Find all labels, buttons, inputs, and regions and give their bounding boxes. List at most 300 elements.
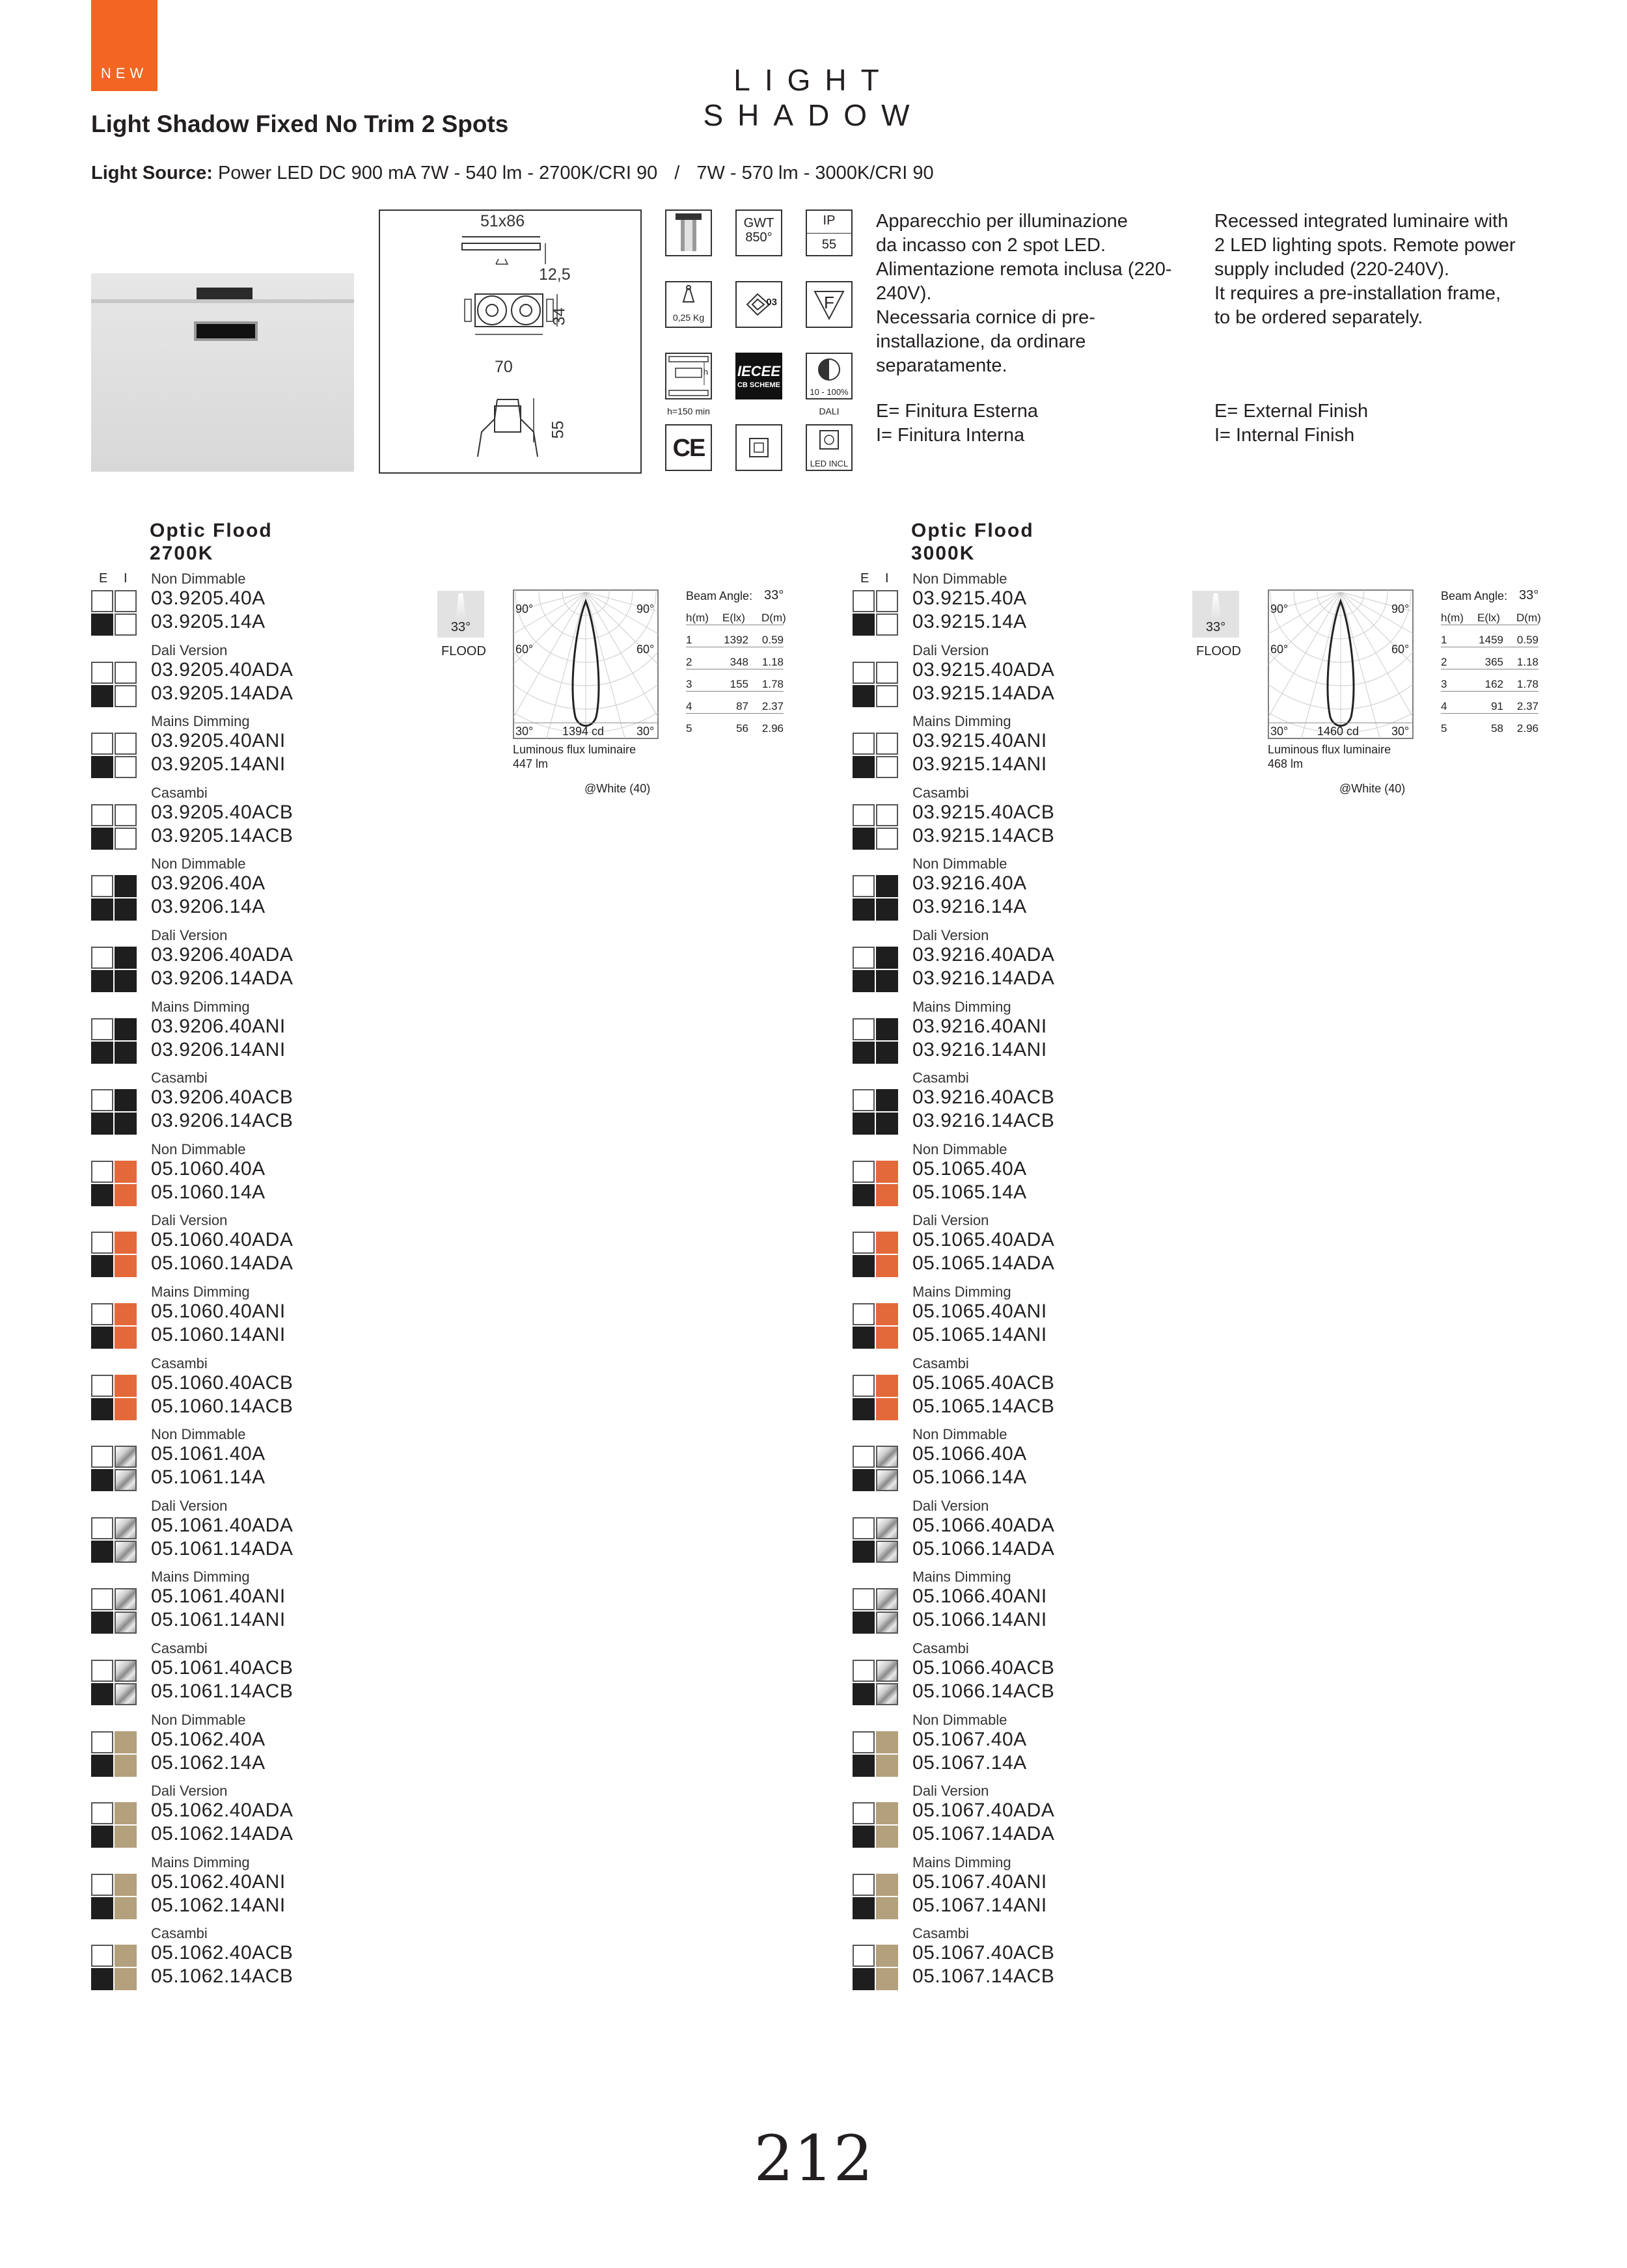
flood-angle: 33° <box>1205 620 1226 634</box>
desc-it-line: separatamente. <box>876 355 1007 376</box>
drawing-svg <box>380 211 640 472</box>
led-included-icon <box>806 424 853 471</box>
internal-finish-swatch <box>115 1327 137 1349</box>
flood-beam-icon <box>437 591 484 638</box>
external-finish-swatch <box>91 1232 113 1254</box>
order-code: 03.9205.40ACB <box>151 801 294 823</box>
order-code: 05.1061.40A <box>151 1443 266 1465</box>
ip-value: 55 <box>807 233 851 252</box>
external-finish-swatch <box>91 1042 113 1064</box>
description-english <box>1214 209 1553 330</box>
order-code: 05.1067.14ADA <box>912 1823 1055 1845</box>
internal-finish-swatch <box>115 1042 137 1064</box>
internal-finish-swatch <box>115 1018 137 1040</box>
internal-finish-swatch <box>876 1660 898 1682</box>
internal-finish-swatch <box>115 1184 137 1206</box>
version-label: Casambi <box>151 784 208 801</box>
version-label: Dali Version <box>912 1212 989 1229</box>
external-finish-label: E <box>99 571 109 586</box>
external-finish-swatch <box>91 1755 113 1777</box>
version-label: Mains Dimming <box>151 1569 250 1586</box>
internal-finish-swatch <box>115 1731 137 1753</box>
flood-label: FLOOD <box>441 644 486 658</box>
desc-it-line: Necessaria cornice di pre- <box>876 307 1095 328</box>
version-label: Casambi <box>151 1925 208 1942</box>
external-finish-swatch <box>91 662 113 684</box>
external-finish-swatch <box>91 970 113 992</box>
internal-finish-swatch <box>115 1945 137 1967</box>
beam-h: 3 <box>686 678 692 690</box>
order-code: 03.9205.14ADA <box>151 682 294 704</box>
order-code: 03.9206.40ACB <box>151 1087 294 1109</box>
order-code: 05.1060.40A <box>151 1157 266 1180</box>
beam-h: 2 <box>1441 656 1447 668</box>
internal-finish-swatch <box>115 1897 137 1919</box>
desc-it-line: installazione, da ordinare <box>876 331 1086 352</box>
internal-finish-swatch <box>876 1184 898 1206</box>
beam-d: 2.96 <box>761 722 784 735</box>
external-finish-swatch <box>853 1089 875 1111</box>
order-code: 05.1061.14ACB <box>151 1681 294 1702</box>
polar-label-60-left: 60° <box>515 643 534 656</box>
beam-d: 2.37 <box>1516 700 1538 712</box>
external-finish-swatch <box>91 1874 113 1896</box>
internal-finish-swatch <box>115 1755 137 1777</box>
internal-finish-swatch <box>115 970 137 992</box>
order-code: 05.1066.40ACB <box>912 1657 1055 1679</box>
version-label: Non Dimmable <box>151 1711 246 1728</box>
external-finish-swatch <box>853 1731 875 1753</box>
external-finish-swatch <box>853 1303 875 1325</box>
order-code: 03.9206.14ADA <box>151 967 294 989</box>
order-code: 03.9215.40ACB <box>912 801 1055 823</box>
white-note: @White (40) <box>1339 782 1406 795</box>
external-finish-swatch <box>853 756 875 778</box>
order-code: 03.9216.14ADA <box>912 967 1055 989</box>
optic-name: Optic Flood <box>911 520 1034 541</box>
light-source <box>91 163 934 184</box>
finish-en-e: E= External Finish <box>1214 401 1369 422</box>
external-finish-swatch <box>853 733 875 755</box>
order-code: 05.1065.40ADA <box>912 1229 1055 1251</box>
external-finish-swatch <box>91 828 113 850</box>
beam-e: 365 <box>1484 656 1503 668</box>
beam-e: 87 <box>736 700 748 712</box>
internal-finish-swatch <box>876 1968 898 1990</box>
external-finish-swatch <box>91 1184 113 1206</box>
col-d: D(m) <box>1516 612 1541 624</box>
desc-it-line: da incasso con 2 spot LED. <box>876 235 1106 256</box>
version-label: Non Dimmable <box>912 1711 1007 1728</box>
peak-intensity: 1460 cd <box>1317 725 1360 738</box>
external-finish-swatch <box>91 1660 113 1682</box>
order-code: 05.1061.40ADA <box>151 1514 294 1536</box>
internal-finish-swatch <box>876 733 898 755</box>
version-label: Mains Dimming <box>912 998 1011 1015</box>
internal-finish-swatch <box>876 1612 898 1634</box>
beam-e: 91 <box>1491 700 1503 712</box>
order-code: 05.1061.40ANI <box>151 1586 286 1608</box>
version-label: Non Dimmable <box>912 571 1007 587</box>
internal-finish-swatch <box>115 756 137 778</box>
order-code: 05.1061.14ANI <box>151 1609 286 1631</box>
order-code: 03.9215.40A <box>912 587 1027 609</box>
external-finish-swatch <box>853 1802 875 1824</box>
polar-label-90-right: 90° <box>1391 602 1410 615</box>
order-code: 05.1061.14ADA <box>151 1537 294 1559</box>
beam-d: 1.78 <box>761 678 784 690</box>
version-label: Casambi <box>151 1070 208 1087</box>
external-finish-swatch <box>853 1375 875 1397</box>
beam-h: 1 <box>1441 634 1447 646</box>
order-code: 05.1066.14ACB <box>912 1681 1055 1702</box>
internal-finish-swatch <box>115 662 137 684</box>
polar-label-30-left: 30° <box>515 725 534 738</box>
square-frame-icon <box>735 424 782 471</box>
beam-table-row <box>1441 700 1538 714</box>
light-source-label: Light Source: <box>91 163 213 183</box>
f-mark-icon <box>806 281 853 328</box>
external-finish-label: E <box>860 571 870 586</box>
order-code: 03.9215.14ADA <box>912 682 1055 704</box>
internal-finish-swatch <box>876 970 898 992</box>
external-finish-swatch <box>91 590 113 612</box>
class-label: 03 <box>766 297 777 308</box>
gwt-icon <box>735 209 782 256</box>
order-code: 03.9206.40A <box>151 872 266 895</box>
order-code: 05.1065.14ANI <box>912 1324 1047 1345</box>
order-code: 05.1065.40A <box>912 1157 1027 1180</box>
desc-en-line: Recessed integrated luminaire with <box>1214 211 1509 232</box>
external-finish-swatch <box>853 804 875 826</box>
internal-finish-swatch <box>876 1683 898 1705</box>
order-code: 03.9206.40ADA <box>151 944 294 965</box>
version-label: Casambi <box>151 1640 208 1656</box>
internal-finish-swatch <box>876 1874 898 1896</box>
order-code: 05.1066.14A <box>912 1466 1027 1489</box>
order-code: 05.1062.14ANI <box>151 1894 286 1916</box>
desc-it-line: Alimentazione remota inclusa (220- <box>876 259 1172 280</box>
order-code: 05.1061.40ACB <box>151 1657 294 1679</box>
internal-finish-swatch <box>115 685 137 707</box>
order-code: 03.9215.40ADA <box>912 658 1055 681</box>
external-finish-swatch <box>853 614 875 636</box>
internal-finish-label: I <box>885 571 890 586</box>
beam-table-row <box>686 700 784 714</box>
beam-table-row <box>1441 656 1538 669</box>
external-finish-swatch <box>91 756 113 778</box>
order-code: 05.1062.40ACB <box>151 1942 294 1964</box>
dimming-range-icon <box>806 353 853 399</box>
dim-width: 51x86 <box>480 212 525 230</box>
external-finish-swatch <box>91 875 113 897</box>
internal-finish-swatch <box>876 1945 898 1967</box>
order-code: 05.1067.40ACB <box>912 1942 1055 1964</box>
external-finish-swatch <box>853 1255 875 1277</box>
order-code: 05.1065.40ANI <box>912 1301 1047 1322</box>
version-label: Non Dimmable <box>912 856 1007 872</box>
flux-label: Luminous flux luminaire <box>513 743 636 756</box>
internal-finish-label: I <box>124 571 128 586</box>
internal-finish-swatch <box>876 1375 898 1397</box>
dim-range-label: 10 - 100% <box>810 387 849 397</box>
external-finish-swatch <box>91 1945 113 1967</box>
internal-finish-swatch <box>876 1327 898 1349</box>
internal-finish-swatch <box>115 947 137 969</box>
beam-table-row <box>686 678 784 692</box>
external-finish-swatch <box>853 1541 875 1563</box>
external-finish-swatch <box>91 1469 113 1491</box>
order-code: 03.9215.14A <box>912 611 1027 632</box>
version-label: Dali Version <box>151 1212 228 1229</box>
external-finish-swatch <box>91 685 113 707</box>
internal-finish-swatch <box>115 1375 137 1397</box>
order-code: 03.9205.40A <box>151 587 266 609</box>
new-badge-label: NEW <box>100 65 148 81</box>
col-e: E(lx) <box>722 612 745 624</box>
internal-finish-swatch <box>115 898 137 921</box>
beam-h: 5 <box>1441 722 1447 735</box>
external-finish-swatch <box>853 1018 875 1040</box>
beam-e: 162 <box>1484 678 1503 690</box>
version-label: Casambi <box>912 1925 969 1942</box>
external-finish-swatch <box>853 1161 875 1183</box>
version-label: Mains Dimming <box>151 1854 250 1870</box>
beam-table-row <box>686 656 784 669</box>
beam-d: 2.96 <box>1516 722 1538 735</box>
external-finish-swatch <box>853 1184 875 1206</box>
internal-finish-swatch <box>876 1089 898 1111</box>
external-finish-swatch <box>91 1398 113 1420</box>
flood-beam-icon <box>1192 591 1239 638</box>
col-e: E(lx) <box>1477 612 1500 624</box>
external-finish-swatch <box>853 875 875 897</box>
internal-finish-swatch <box>876 1469 898 1491</box>
version-label: Mains Dimming <box>912 713 1011 730</box>
order-code: 05.1061.14A <box>151 1466 266 1489</box>
order-code: 03.9206.14A <box>151 896 266 918</box>
beam-table-header <box>1441 612 1541 625</box>
iecee-icon <box>735 353 782 399</box>
order-code: 05.1067.40A <box>912 1728 1027 1750</box>
version-label: Dali Version <box>912 1783 989 1800</box>
version-label: Dali Version <box>912 1497 989 1514</box>
beam-e: 348 <box>730 656 748 668</box>
order-code: 05.1067.14A <box>912 1751 1027 1774</box>
internal-finish-swatch <box>115 1802 137 1824</box>
order-code: 05.1060.14ANI <box>151 1324 286 1345</box>
finish-en-i: I= Internal Finish <box>1214 425 1355 446</box>
external-finish-swatch <box>853 1327 875 1349</box>
internal-finish-swatch <box>876 614 898 636</box>
internal-finish-swatch <box>115 875 137 897</box>
flux-value: 468 lm <box>1268 757 1304 770</box>
order-code: 05.1062.14A <box>151 1751 266 1774</box>
external-finish-swatch <box>853 970 875 992</box>
col-d: D(m) <box>761 612 786 624</box>
flux-value: 447 lm <box>513 757 549 770</box>
version-label: Dali Version <box>912 927 989 943</box>
order-code: 05.1060.40ADA <box>151 1229 294 1251</box>
beam-h: 2 <box>686 656 692 668</box>
internal-finish-swatch <box>876 662 898 684</box>
led-incl-label: LED INCL <box>810 459 849 468</box>
external-finish-swatch <box>853 1968 875 1990</box>
order-code: 03.9206.40ANI <box>151 1015 286 1037</box>
finish-legend-italian <box>876 399 1038 448</box>
order-code: 05.1066.40ADA <box>912 1514 1055 1536</box>
internal-finish-swatch <box>115 1826 137 1848</box>
internal-finish-swatch <box>876 685 898 707</box>
internal-finish-swatch <box>876 828 898 850</box>
beam-table-header <box>686 612 784 625</box>
desc-en-line: to be ordered separately. <box>1214 307 1423 328</box>
version-label: Mains Dimming <box>912 1569 1011 1586</box>
family-title: LIGHT SHADOW <box>703 63 924 132</box>
external-finish-swatch <box>91 1588 113 1610</box>
order-code: 05.1060.14ACB <box>151 1395 294 1417</box>
beam-h: 4 <box>686 700 692 712</box>
internal-finish-swatch <box>876 1446 898 1468</box>
external-finish-swatch <box>91 1375 113 1397</box>
order-code: 03.9216.40ACB <box>912 1087 1055 1109</box>
polar-label-60-right: 60° <box>1391 643 1410 656</box>
internal-finish-swatch <box>115 1968 137 1990</box>
weight-icon <box>665 281 712 328</box>
internal-finish-swatch <box>876 756 898 778</box>
internal-finish-swatch <box>876 1113 898 1135</box>
order-code: 05.1062.40ANI <box>151 1870 286 1893</box>
external-finish-swatch <box>853 1612 875 1634</box>
external-finish-swatch <box>853 1683 875 1705</box>
desc-en-line: supply included (220-240V). <box>1214 259 1450 280</box>
external-finish-swatch <box>91 1968 113 1990</box>
col-h: h(m) <box>1441 612 1464 624</box>
beam-e: 1459 <box>1479 634 1503 646</box>
weight-label: 0,25 Kg <box>672 312 705 323</box>
light-source-separator: / <box>674 163 680 183</box>
ip-label: IP <box>823 213 836 228</box>
beam-d: 0.59 <box>761 634 784 646</box>
recess-depth-icon <box>665 353 712 399</box>
external-finish-swatch <box>853 1113 875 1135</box>
beam-d: 1.18 <box>1516 656 1538 668</box>
external-finish-swatch <box>91 1683 113 1705</box>
external-finish-swatch <box>91 1089 113 1111</box>
beam-e: 58 <box>1491 722 1503 735</box>
order-code: 03.9206.14ANI <box>151 1038 286 1060</box>
external-finish-swatch <box>853 685 875 707</box>
beam-angle-value: 33° <box>764 588 784 602</box>
internal-finish-swatch <box>876 590 898 612</box>
new-badge <box>91 0 157 91</box>
version-label: Non Dimmable <box>151 1426 246 1443</box>
ce-icon <box>665 424 712 471</box>
gwt-label: GWT 850° <box>743 216 774 245</box>
order-code: 03.9205.14ACB <box>151 824 294 846</box>
external-finish-swatch <box>853 1945 875 1967</box>
ip-rating-icon <box>806 209 853 256</box>
desc-en-line: It requires a pre-installation frame, <box>1214 283 1501 304</box>
order-code: 03.9215.14ANI <box>912 753 1047 776</box>
order-code: 05.1067.14ACB <box>912 1965 1055 1988</box>
technical-drawing <box>379 209 642 474</box>
internal-finish-swatch <box>115 1446 137 1468</box>
internal-finish-swatch <box>876 1802 898 1824</box>
internal-finish-swatch <box>876 1303 898 1325</box>
iecee-sub: CB SCHEME <box>737 381 780 389</box>
internal-finish-swatch <box>115 1588 137 1610</box>
internal-finish-swatch <box>115 1089 137 1111</box>
beam-e: 155 <box>730 678 748 690</box>
internal-finish-swatch <box>876 1042 898 1064</box>
internal-finish-swatch <box>876 1398 898 1420</box>
order-code: 05.1067.40ADA <box>912 1800 1055 1822</box>
order-code: 03.9216.40ANI <box>912 1015 1047 1037</box>
optic-temperature: 2700K <box>150 543 214 564</box>
order-code: 05.1066.40ANI <box>912 1586 1047 1608</box>
order-code: 05.1066.14ANI <box>912 1609 1047 1631</box>
external-finish-swatch <box>91 1255 113 1277</box>
internal-finish-swatch <box>115 1303 137 1325</box>
external-finish-swatch <box>91 733 113 755</box>
external-finish-swatch <box>91 614 113 636</box>
recess-caption: h=150 min <box>667 406 710 416</box>
internal-finish-swatch <box>876 1826 898 1848</box>
beam-table-row <box>686 634 784 647</box>
external-finish-swatch <box>91 1826 113 1848</box>
product-title: Light Shadow Fixed No Trim 2 Spots <box>91 111 509 137</box>
external-finish-swatch <box>91 1446 113 1468</box>
internal-finish-swatch <box>876 1588 898 1610</box>
order-code: 03.9206.14ACB <box>151 1110 294 1132</box>
beam-e: 1392 <box>724 634 748 646</box>
version-label: Casambi <box>912 784 969 801</box>
beam-e: 56 <box>736 722 748 735</box>
internal-finish-swatch <box>115 1541 137 1563</box>
internal-finish-swatch <box>115 1255 137 1277</box>
external-finish-swatch <box>853 1469 875 1491</box>
external-finish-swatch <box>91 1802 113 1824</box>
internal-finish-swatch <box>115 1874 137 1896</box>
flood-label: FLOOD <box>1196 644 1241 658</box>
external-finish-swatch <box>853 590 875 612</box>
external-finish-swatch <box>853 1517 875 1539</box>
internal-finish-swatch <box>876 1255 898 1277</box>
flux-label: Luminous flux luminaire <box>1268 743 1391 756</box>
order-code: 05.1062.40ADA <box>151 1800 294 1822</box>
external-finish-swatch <box>91 1018 113 1040</box>
version-label: Casambi <box>151 1355 208 1371</box>
internal-finish-swatch <box>876 1541 898 1563</box>
external-finish-swatch <box>853 1232 875 1254</box>
optic-header <box>150 519 273 565</box>
internal-finish-swatch <box>115 1232 137 1254</box>
version-label: Non Dimmable <box>151 856 246 872</box>
order-code: 03.9216.40ADA <box>912 944 1055 965</box>
optic-header <box>911 519 1034 565</box>
internal-finish-swatch <box>876 1517 898 1539</box>
finish-it-i: I= Finitura Interna <box>876 425 1025 446</box>
version-label: Mains Dimming <box>151 1284 250 1300</box>
internal-finish-swatch <box>876 804 898 826</box>
order-code: 05.1065.14ACB <box>912 1395 1055 1417</box>
beam-angle-label: Beam Angle: <box>1441 589 1508 602</box>
polar-label-60-right: 60° <box>636 643 655 656</box>
white-note: @White (40) <box>584 782 651 795</box>
dali-caption: DALI <box>819 406 840 416</box>
internal-finish-swatch <box>115 1398 137 1420</box>
